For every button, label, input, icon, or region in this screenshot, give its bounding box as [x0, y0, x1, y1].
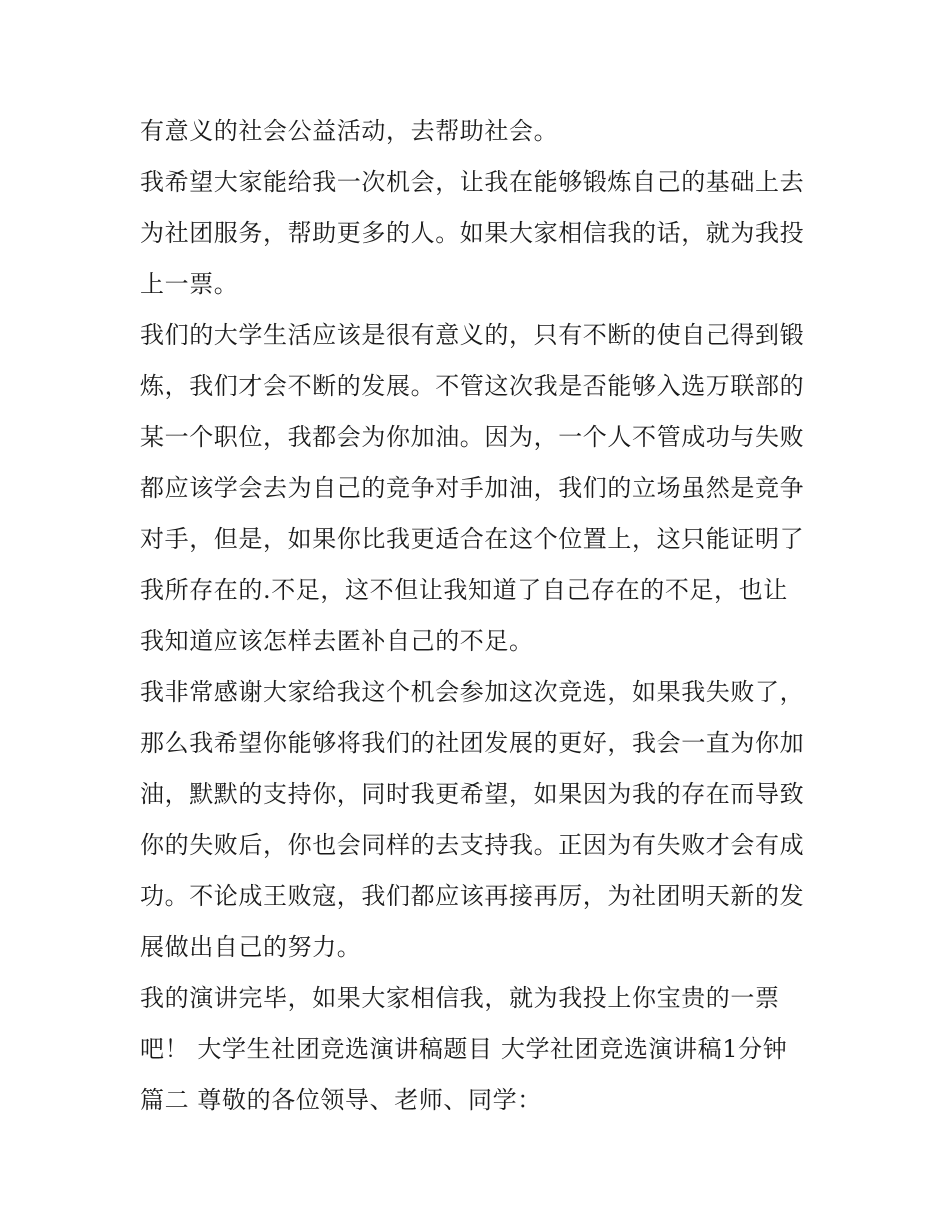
text-line: 对手，但是，如果你比我更适合在这个位置上，这只能证明了 — [140, 525, 805, 553]
text-line: 我知道应该怎样去匿补自己的不足。 — [140, 627, 534, 655]
text-line: 功。不论成王败寇，我们都应该再接再厉，为社团明天新的发 — [140, 882, 805, 910]
text-line: 有意义的社会公益活动，去帮助社会。 — [140, 117, 559, 145]
text-line: 我所存在的.不足，这不但让我知道了自己存在的不足，也让 — [140, 576, 788, 604]
text-line: 篇二 尊敬的各位领导、老师、同学： — [140, 1086, 542, 1114]
text-line: 你的失败后，你也会同样的去支持我。正因为有失败才会有成 — [140, 831, 805, 859]
text-line: 某一个职位，我都会为你加油。因为，一个人不管成功与失败 — [140, 423, 805, 451]
text-line: 上一票。 — [140, 270, 239, 298]
text-line: 炼，我们才会不断的发展。不管这次我是否能够入选万联部的 — [140, 372, 805, 400]
document-body — [140, 106, 820, 1126]
text-line: 那么我希望你能够将我们的社团发展的更好，我会一直为你加 — [140, 729, 805, 757]
text-line: 展做出自己的努力。 — [140, 933, 362, 961]
text-line: 我非常感谢大家给我这个机会参加这次竞选，如果我失败了， — [140, 678, 805, 706]
text-line: 油，默默的支持你，同时我更希望，如果因为我的存在而导致 — [140, 780, 805, 808]
text-line: 我的演讲完毕，如果大家相信我，就为我投上你宝贵的一票 — [140, 984, 780, 1012]
text-line: 我们的大学生活应该是很有意义的，只有不断的使自己得到锻 — [140, 321, 805, 349]
text-line: 为社团服务，帮助更多的人。如果大家相信我的话，就为我投 — [140, 219, 805, 247]
text-line: 我希望大家能给我一次机会，让我在能够锻炼自己的基础上去 — [140, 168, 805, 196]
text-line: 都应该学会去为自己的竞争对手加油，我们的立场虽然是竞争 — [140, 474, 805, 502]
text-line: 吧！ 大学生社团竞选演讲稿题目 大学社团竞选演讲稿1分钟 — [140, 1035, 788, 1063]
